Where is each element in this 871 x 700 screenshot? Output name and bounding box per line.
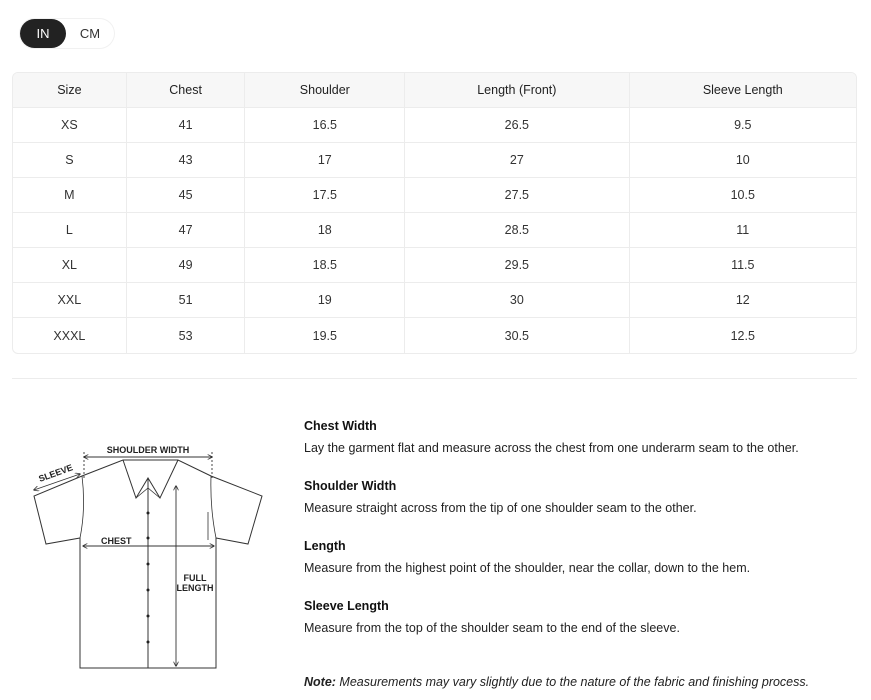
header-shoulder: Shoulder [245,73,405,108]
measurement-note [304,675,809,689]
shoulder-width-label: SHOULDER WIDTH [106,445,190,455]
cell-chest: 47 [127,213,246,248]
cell-length: 26.5 [405,108,629,143]
cell-chest: 49 [127,248,246,283]
cell-chest: 51 [127,283,246,318]
section-divider [12,378,857,379]
guide-item-length [304,538,854,577]
header-size: Size [13,73,127,108]
full-label: FULL [183,573,207,583]
unit-in-button[interactable]: IN [20,19,66,48]
cell-size: XL [13,248,127,283]
unit-toggle [20,19,114,48]
unit-cm-button[interactable]: CM [79,26,101,41]
guide-title: Chest Width [304,419,377,433]
table-header-row [13,73,856,108]
table-row [13,143,856,178]
cell-sleeve: 10.5 [630,178,856,213]
table-row [13,108,856,143]
length-label: LENGTH [176,583,214,593]
header-length-front: Length (Front) [405,73,629,108]
cell-chest: 43 [127,143,246,178]
cell-size: M [13,178,127,213]
note-label: Note: [304,675,336,689]
table-row [13,248,856,283]
guide-title: Shoulder Width [304,479,397,493]
cell-sleeve: 11.5 [630,248,856,283]
cell-length: 28.5 [405,213,629,248]
cell-shoulder: 18.5 [245,248,405,283]
guide-description: Measure straight across from the tip of one shoulder seam to the other. [304,501,697,515]
guide-item-sleeve-length [304,598,854,637]
cell-shoulder: 19.5 [245,318,405,353]
cell-size: S [13,143,127,178]
shirt-measurement-diagram [28,438,268,678]
cell-chest: 45 [127,178,246,213]
guide-item-chest-width [304,418,854,457]
header-sleeve-length: Sleeve Length [630,73,856,108]
table-row [13,213,856,248]
guide-description: Measure from the highest point of the shoulder, near the collar, down to the hem. [304,561,751,575]
chest-label: CHEST [101,536,132,546]
guide-item-shoulder-width [304,478,854,517]
guide-title: Length [304,539,346,553]
measurement-guide [304,418,854,658]
cell-size: XS [13,108,127,143]
cell-sleeve: 12.5 [730,328,755,343]
sleeve-label: SLEEVE [37,462,75,484]
cell-shoulder: 17 [245,143,405,178]
cell-length: 30.5 [405,318,629,353]
cell-size: L [13,213,127,248]
guide-description: Lay the garment flat and measure across the chest from one underarm seam to the other. [304,441,799,455]
cell-sleeve: 12 [630,283,856,318]
cell-size: XXXL [13,318,127,353]
header-chest: Chest [127,73,246,108]
table-row [13,318,856,353]
cell-size: XXL [13,283,127,318]
cell-chest: 41 [127,108,246,143]
cell-length: 27 [405,143,629,178]
note-text: Measurements may vary slightly due to the nature of the fabric and finishing process. [335,675,810,689]
cell-sleeve: 10 [630,143,856,178]
cell-sleeve: 11 [630,213,856,248]
cell-shoulder: 18 [245,213,405,248]
table-row [13,178,856,213]
cell-sleeve: 9.5 [630,108,856,143]
cell-length: 30 [405,283,629,318]
cell-length: 29.5 [405,248,629,283]
cell-chest: 53 [127,318,246,353]
guide-description: Measure from the top of the shoulder seam to the end of the sleeve. [304,621,680,635]
cell-shoulder: 17.5 [245,178,405,213]
cell-shoulder: 19 [245,283,405,318]
cell-length: 27.5 [405,178,629,213]
size-chart-table [12,72,857,354]
table-row [13,283,856,318]
guide-title: Sleeve Length [304,599,389,613]
cell-shoulder: 16.5 [245,108,405,143]
